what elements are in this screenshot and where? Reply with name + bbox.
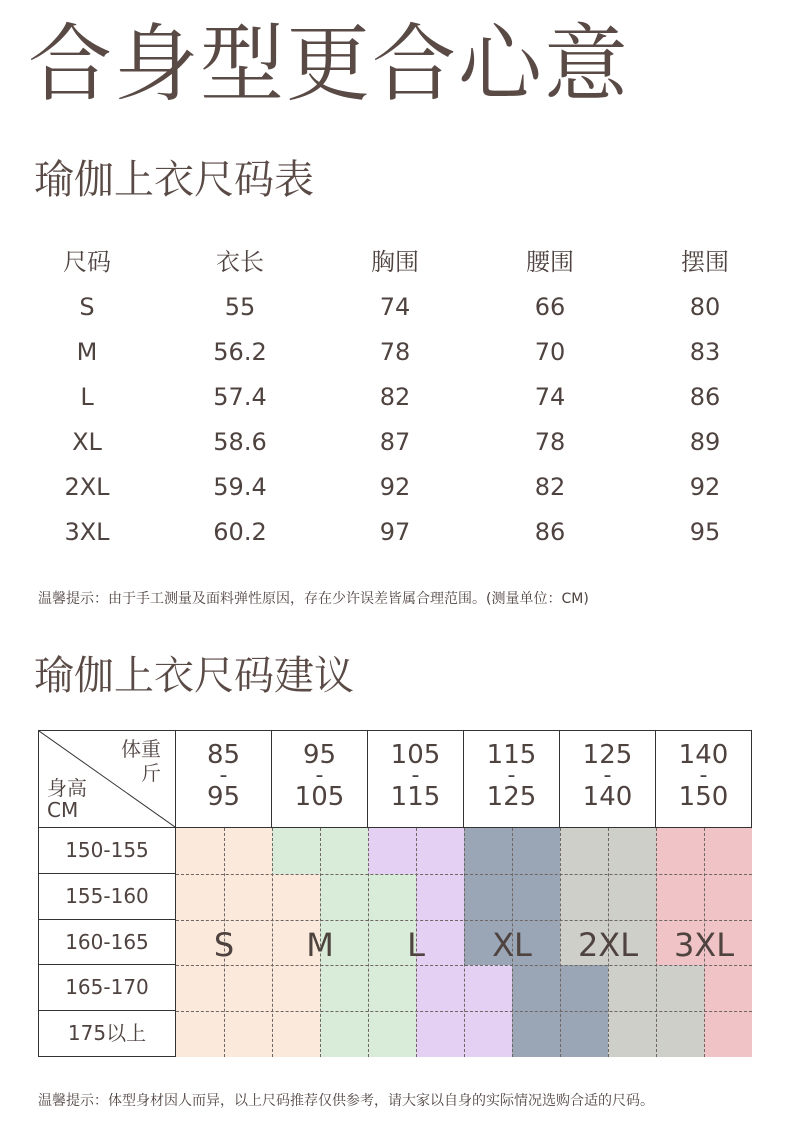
cell-chest: 92 bbox=[379, 473, 411, 501]
size-band-cell bbox=[608, 874, 656, 920]
size-band-cell bbox=[656, 965, 704, 1011]
weight-range-from: 140 bbox=[678, 740, 729, 770]
weight-range-dash: - bbox=[699, 763, 708, 788]
weight-range-to: 115 bbox=[390, 782, 441, 812]
size-band-cell bbox=[608, 1011, 656, 1057]
cell-chest: 78 bbox=[379, 338, 411, 366]
grid-corner-header bbox=[39, 731, 176, 828]
size-band-cell bbox=[560, 1011, 608, 1057]
size-band-cell bbox=[704, 874, 752, 920]
cell-length: 58.6 bbox=[213, 428, 267, 456]
size-band-cell bbox=[224, 965, 272, 1011]
size-band-cell bbox=[416, 965, 464, 1011]
cell-hem: 86 bbox=[689, 383, 721, 411]
weight-label-text: 体重 bbox=[121, 737, 161, 761]
size-band-cell bbox=[704, 828, 752, 874]
table-row bbox=[0, 375, 790, 420]
cell-size: M bbox=[76, 338, 98, 366]
size-band-cell bbox=[320, 828, 368, 874]
size-band-cell bbox=[368, 874, 416, 920]
height-axis-label bbox=[47, 777, 87, 821]
weight-range-header bbox=[464, 731, 560, 828]
weight-axis-label bbox=[91, 737, 161, 785]
height-range-header: 150-155 bbox=[39, 828, 176, 874]
size-recommendation-grid bbox=[38, 730, 752, 1057]
size-band-cell bbox=[368, 965, 416, 1011]
cell-length: 59.4 bbox=[213, 473, 267, 501]
size-label: L bbox=[407, 926, 425, 964]
size-band-cell bbox=[176, 1011, 224, 1057]
cell-chest: 74 bbox=[379, 293, 411, 321]
cell-waist: 78 bbox=[534, 428, 566, 456]
cell-hem: 83 bbox=[689, 338, 721, 366]
size-label: 3XL bbox=[673, 926, 735, 964]
size-band-cell bbox=[512, 965, 560, 1011]
cell-waist: 70 bbox=[534, 338, 566, 366]
table-row bbox=[0, 285, 790, 330]
recommendation-note: 温馨提示：体型身材因人而异，以上尺码推荐仅供参考，请大家以自身的实际情况选购合适的尺码。 bbox=[38, 1093, 654, 1109]
cell-size: L bbox=[80, 383, 94, 411]
weight-range-from: 85 bbox=[206, 740, 241, 770]
size-band-cell bbox=[368, 828, 416, 874]
size-band-cell bbox=[512, 874, 560, 920]
size-band-cell bbox=[368, 1011, 416, 1057]
header-chest: 胸围 bbox=[371, 248, 419, 276]
size-band-cell bbox=[512, 1011, 560, 1057]
weight-range-dash: - bbox=[603, 763, 612, 788]
cell-hem: 92 bbox=[689, 473, 721, 501]
size-band-cell bbox=[176, 874, 224, 920]
size-band-cell bbox=[464, 874, 512, 920]
height-range-header: 165-170 bbox=[39, 965, 176, 1011]
cell-chest: 82 bbox=[379, 383, 411, 411]
weight-range-dash: - bbox=[315, 763, 324, 788]
weight-range-header bbox=[560, 731, 656, 828]
weight-range-dash: - bbox=[411, 763, 420, 788]
cell-waist: 82 bbox=[534, 473, 566, 501]
size-band-cell bbox=[560, 828, 608, 874]
table-row bbox=[0, 330, 790, 375]
size-chart-note: 温馨提示：由于手工测量及面料弹性原因，存在少许误差皆属合理范围。(测量单位：CM) bbox=[38, 591, 589, 607]
size-band-cell bbox=[320, 1011, 368, 1057]
cell-hem: 80 bbox=[689, 293, 721, 321]
cell-length: 60.2 bbox=[213, 518, 267, 546]
cell-waist: 66 bbox=[534, 293, 566, 321]
height-range-header: 160-165 bbox=[39, 920, 176, 966]
cell-hem: 95 bbox=[689, 518, 721, 546]
size-band-cell bbox=[272, 874, 320, 920]
weight-range-to: 125 bbox=[486, 782, 537, 812]
cell-length: 56.2 bbox=[213, 338, 267, 366]
height-range-header: 155-160 bbox=[39, 874, 176, 920]
size-band-cell bbox=[224, 828, 272, 874]
header-size: 尺码 bbox=[63, 248, 111, 276]
size-band-cell bbox=[608, 965, 656, 1011]
size-band-cell bbox=[176, 828, 224, 874]
cell-length: 57.4 bbox=[213, 383, 267, 411]
size-chart-table bbox=[0, 240, 790, 555]
weight-range-from: 95 bbox=[302, 740, 337, 770]
weight-range-dash: - bbox=[507, 763, 516, 788]
recommendation-title: 瑜伽上衣尺码建议 bbox=[34, 653, 354, 699]
table-row bbox=[0, 465, 790, 510]
size-band-cell bbox=[608, 828, 656, 874]
cell-size: 3XL bbox=[64, 518, 110, 546]
weight-range-from: 125 bbox=[582, 740, 633, 770]
size-band-cell bbox=[272, 965, 320, 1011]
size-chart-title: 瑜伽上衣尺码表 bbox=[34, 157, 314, 203]
weight-range-header bbox=[368, 731, 464, 828]
size-band-cell bbox=[560, 874, 608, 920]
table-row bbox=[0, 420, 790, 465]
size-band-cell bbox=[224, 1011, 272, 1057]
size-band-cell bbox=[656, 828, 704, 874]
size-label: M bbox=[306, 926, 334, 964]
size-band-cell bbox=[464, 828, 512, 874]
cell-hem: 89 bbox=[689, 428, 721, 456]
height-label-text: 身高 bbox=[47, 776, 87, 800]
size-band-cell bbox=[656, 1011, 704, 1057]
weight-range-to: 140 bbox=[582, 782, 633, 812]
cell-waist: 86 bbox=[534, 518, 566, 546]
weight-range-header bbox=[656, 731, 751, 828]
size-band-cell bbox=[320, 874, 368, 920]
height-range-header: 175以上 bbox=[39, 1011, 176, 1056]
cell-size: XL bbox=[72, 428, 102, 456]
cell-chest: 87 bbox=[379, 428, 411, 456]
cell-waist: 74 bbox=[534, 383, 566, 411]
cell-chest: 97 bbox=[379, 518, 411, 546]
size-band-cell bbox=[416, 1011, 464, 1057]
size-label: 2XL bbox=[577, 926, 639, 964]
size-band-cell bbox=[656, 874, 704, 920]
weight-range-header bbox=[176, 731, 272, 828]
size-band-cell bbox=[704, 1011, 752, 1057]
size-band-cell bbox=[704, 965, 752, 1011]
weight-range-header bbox=[272, 731, 368, 828]
header-length: 衣长 bbox=[216, 248, 264, 276]
weight-unit-text: 斤 bbox=[141, 761, 161, 785]
size-band-cell bbox=[416, 828, 464, 874]
size-band-cell bbox=[320, 965, 368, 1011]
cell-size: S bbox=[79, 293, 95, 321]
size-label: XL bbox=[492, 926, 532, 964]
size-band-cell bbox=[560, 965, 608, 1011]
size-band-cell bbox=[512, 828, 560, 874]
weight-range-to: 95 bbox=[206, 782, 241, 812]
height-unit-text: CM bbox=[47, 798, 79, 822]
size-band-cell bbox=[272, 828, 320, 874]
cell-length: 55 bbox=[224, 293, 256, 321]
size-band-cell bbox=[224, 874, 272, 920]
size-band-cell bbox=[464, 1011, 512, 1057]
header-waist: 腰围 bbox=[526, 248, 574, 276]
size-label: S bbox=[213, 926, 235, 964]
size-band-cell bbox=[464, 965, 512, 1011]
size-band-cell bbox=[176, 965, 224, 1011]
size-chart-header-row bbox=[0, 240, 790, 285]
weight-range-to: 105 bbox=[294, 782, 345, 812]
table-row bbox=[0, 510, 790, 555]
size-band-cell bbox=[416, 874, 464, 920]
weight-range-from: 115 bbox=[486, 740, 537, 770]
header-hem: 摆围 bbox=[681, 248, 729, 276]
cell-size: 2XL bbox=[64, 473, 110, 501]
hero-title: 合身型更合心意 bbox=[28, 15, 631, 113]
weight-range-dash: - bbox=[219, 763, 228, 788]
weight-range-to: 150 bbox=[678, 782, 729, 812]
weight-range-from: 105 bbox=[390, 740, 441, 770]
size-band-cell bbox=[272, 1011, 320, 1057]
